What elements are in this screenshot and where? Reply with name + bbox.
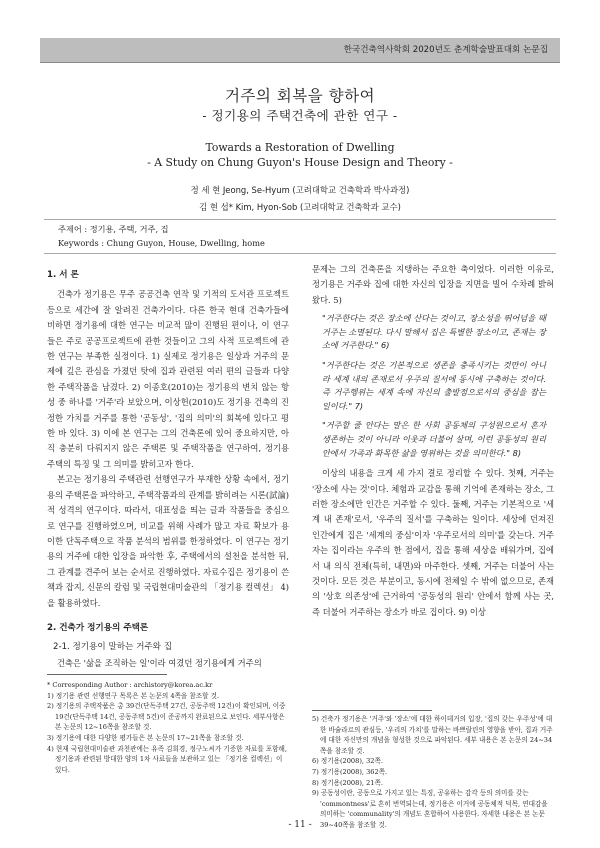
quotation: "거주한다는 것은 장소에 산다는 것이고, 장소성을 뛰어넘을 때 거주는 소멸된다. 다시 말해서 집은 특별한 장소이고, 존재는 장소에 거주한다." 6) bbox=[322, 313, 546, 351]
author-2: 김 현 섭* Kim, Hyon-Sob (고려대학교 건축학과 교수) bbox=[199, 202, 401, 212]
footnote: 2) 정기용의 주택작품은 총 39건(단독주택 27건, 공동주택 12건)이 확인되며, 이중 19건(단독주택 14건, 공동주택 5건)이 준공까지 완료된으로 보인다. 세부사항은 본 논문의 12~16쪽을 참조할 것. bbox=[47, 702, 286, 732]
journal-header: 한국건축역사학회 2020년도 춘계학술발표대회 논문집 bbox=[40, 38, 560, 62]
page-number: - 11 - bbox=[288, 820, 312, 830]
footnote: 8) 정기용(2008), 21쪽. bbox=[312, 778, 383, 787]
footnote: 9) 공동성이란, 공동으로 가지고 있는 특징, 공유하는 감각 등의 의미를 갖는 'commontness'로 흔히 번역되는데, 정기용은 이거에 공동체적 덕목, 연대감을 의미하는 'communality'의 개념도 혼합하여 사용한다. 자세한 내용은 본 논문 39~40쪽을 참조할 것. bbox=[312, 789, 548, 829]
left-column bbox=[47, 262, 289, 671]
keywords-korean: 주제어 : 정기용, 주택, 거주, 집 bbox=[58, 224, 169, 234]
paragraph: 건축가 정기용은 무주 공공건축 연작 및 기적의 도서관 프로젝트 등으로 세간에 잘 알려진 건축가이다. 다른 한국 현대 건축가들에 비하면 정기용에 대한 연구는 비교적 많이 진행된 편이나, 이 연구들은 주로 공공프로젝트에 관한 것들이고 그의 사적 프로젝트에 관한 연구는 부족한 실정이다. 1) 실제로 정기용은 일상과 거주의 문제에 깊은 관심을 가졌던 탓에 집과 관련된 여러 편의 글들과 다양한 주택작품을 남겼다. 2) 이종호(2010)는 정기용의 변치 않는 항성 중 하나를 '거주'라 보았으며, 이상헌(2010)도 정기용 건축의 진정한 가치를 거주를 통한 '공동성', '집의 의미'의 회복에 있다고 평한 바 있다. 3) 이에 본 연구는 그의 건축론에 있어 중요하지만, 아직 충분히 다뤄지지 않은 주택론 및 주택작품을 연구하여, 정기용 주택의 특징 및 그 의미를 밝히고자 한다. bbox=[47, 289, 289, 469]
footnotes-right bbox=[312, 714, 554, 831]
title-korean: 거주의 회복을 향하여 bbox=[224, 87, 376, 105]
footnote-divider bbox=[312, 710, 432, 711]
quotation: "거주할 줄 안다는 말은 한 사회 공동체의 구성원으로서 혼자 생존하는 것이 아니라 이웃과 더불어 살며, 이런 공동성의 원리 안에서 가족과 화목한 삶을 영위하는 것을 의미한다." 8) bbox=[322, 420, 546, 458]
author-1: 정 세 현 Jeong, Se-Hyum (고려대학교 건축학과 박사과정) bbox=[190, 185, 410, 195]
keyword-box bbox=[44, 219, 556, 254]
title-english: Towards a Restoration of Dwelling bbox=[205, 141, 395, 154]
paragraph: 문제는 그의 건축론을 지탱하는 주요한 축이었다. 이러한 이유로, 정기용은 거주와 집에 대한 자신의 입장을 지면을 빌어 수차례 밝혀왔다. 5) bbox=[312, 264, 554, 305]
header-divider bbox=[40, 62, 560, 63]
subtitle-korean: - 정기용의 주택건축에 관한 연구 - bbox=[202, 108, 398, 123]
section-heading-2: 2. 건축가 정기용의 주택론 bbox=[47, 622, 149, 633]
paragraph: 건축은 '삶을 조직하는 일'이라 여겼던 정기용에게 거주의 bbox=[57, 657, 262, 668]
footnote: 4) 현재 국립현대미술관 과천관에는 유족 김희경, 정구노씨가 기증한 자료를 포함해, 정기용과 관련된 방대한 양의 1차 사료들을 보관하고 있는 「정기용 컬렉션」이 있다. bbox=[47, 744, 288, 774]
footnote: 7) 정기용(2008), 362쪽. bbox=[312, 767, 388, 776]
footnote: 3) 정기용에 대한 다양한 평가들은 본 논문의 17~21쪽을 참조할 것. bbox=[47, 733, 244, 742]
footnote: 1) 정기용 관련 선행연구 목록은 본 논문의 4쪽을 참조할 것. bbox=[47, 691, 220, 700]
quotation: "거주한다는 것은 기본적으로 생존을 충족시키는 것만이 아니라 세계 내의 존재로서 우주의 질서에 동시에 구축하는 것이다. 즉 거주행위는 세계 속에 자신의 출발점으로서의 중심을 잡는 일이다." 7) bbox=[322, 360, 546, 411]
paragraph: 본고는 정기용의 주택관련 선행연구가 부재한 상황 속에서, 정기용의 주택론을 파악하고, 주택작품과의 관계를 밝히려는 시론(試論)적 성격의 연구이다. 따라서, 대표성을 띄는 글과 작품들을 중심으로 연구를 진행하였으며, 비교를 위해 사례가 많고 자료 확보가 용이한 단독주택으로 작품 분석의 범위를 한정하였다. 이 연구는 정기용의 거주에 대한 입장을 파악한 후, 주택에서의 설천을 분석한 뒤, 그 관계를 견주어 보는 순서로 진행하였다. 자료수집은 정기용이 쓴 책과 잡지, 신문의 칼럼 및 국립현대미술관의 「정기용 컬렉션」 4)을 활용하였다. bbox=[47, 474, 289, 608]
footnote: 6) 정기용(2008), 32쪽. bbox=[312, 757, 383, 766]
footnote-divider bbox=[47, 674, 167, 675]
keywords-english: Keywords : Chung Guyon, House, Dwelling, home bbox=[58, 238, 265, 248]
footnotes-left bbox=[47, 680, 289, 775]
footnote: 5) 건축가 정기용은 '거주'와 '장소'에 대한 하이데거의 입장, '집의 갖는 우주성'에 대한 바슐라르의 관심등, '우리의 가치'를 말하는 바쁘랄린의 영향을 받아, 집과 거주에 대한 자신만의 개념을 형성한 것으로 파악된다. 세부 내용은 본 논문의 24~34쪽을 참조할 것. bbox=[312, 715, 553, 755]
paragraph: 이상의 내용을 크게 세 가지 결로 정리할 수 있다. 첫째, 거주는 '장소에 사는 것'이다. 체험과 교감을 통해 기억에 존재하는 장소, 그러한 장소에만 인간은 거주할 수 있다. 둘째, 거주는 기본적으로 '세계 내 존재'로서, '우주의 질서'를 구축하는 일이다. 세상에 던져진 인간에게 집은 '세계의 중심'이자 '우주로서의 의미'를 갖는다. 거주자는 집이라는 우주의 한 점에서, 집을 통해 세상을 배워가며, 집에서 내 의식 전체(특히, 내면)와 마주한다. 셋째, 거주는 더불어 사는 것이다. 모든 것은 부분이고, 동시에 전체일 수 밖에 없으므로, 존재의 '상호 의존성'에 근거하여 '공동성의 원리' 안에서 함께 사는 곳, 즉 더불어 거주하는 장소가 바로 집이다. 9) 이상 bbox=[312, 468, 554, 617]
subtitle-english: - A Study on Chung Guyon's House Design and Theory - bbox=[147, 156, 453, 169]
footnote: * Corresponding Author : archistory@korea.ac.kr bbox=[47, 681, 213, 689]
right-column bbox=[312, 262, 554, 620]
section-heading-intro: 1. 서 론 bbox=[47, 270, 79, 280]
subsection-heading-2-1: 2-1. 정기용이 말하는 거주와 집 bbox=[53, 642, 173, 653]
